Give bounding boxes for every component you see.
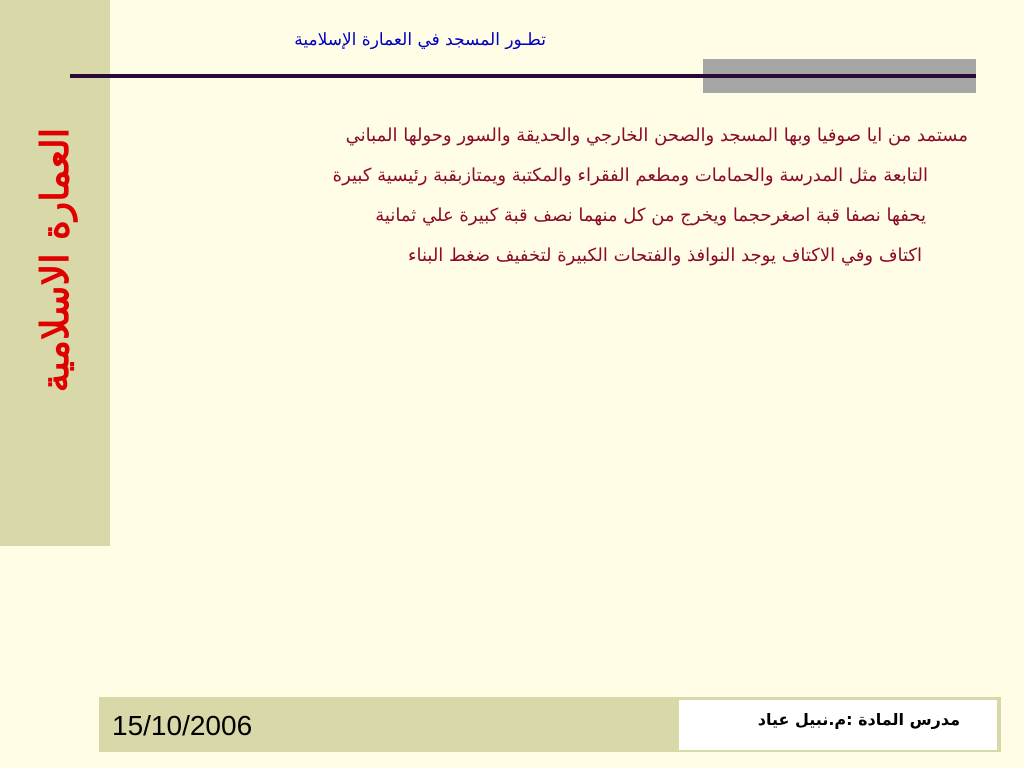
- body-text: [122, 116, 968, 276]
- header-divider: [70, 74, 976, 78]
- footer-author: مدرس المادة :م.نبيل عياد: [757, 710, 960, 729]
- header-title: تطـور المسجد في العمارة الإسلامية: [294, 30, 546, 50]
- footer-date: 15/10/2006: [112, 710, 253, 741]
- side-title: العمارة الاسلامية: [32, 127, 77, 393]
- side-panel: [0, 0, 110, 546]
- body-line: يحفها نصفا قبة اصغرحجما ويخرج من كل منهما نصف قبة كبيرة علي ثمانية: [375, 205, 926, 226]
- body-line: مستمد من ايا صوفيا وبها المسجد والصحن الخارجي والحديقة والسور وحولها المباني: [345, 125, 968, 146]
- body-line: اكتاف وفي الاكتاف يوجد النوافذ والفتحات الكبيرة لتخفيف ضغط البناء: [408, 245, 922, 266]
- body-line: التابعة مثل المدرسة والحمامات ومطعم الفقراء والمكتبة ويمتازبقبة رئيسية كبيرة: [332, 165, 928, 186]
